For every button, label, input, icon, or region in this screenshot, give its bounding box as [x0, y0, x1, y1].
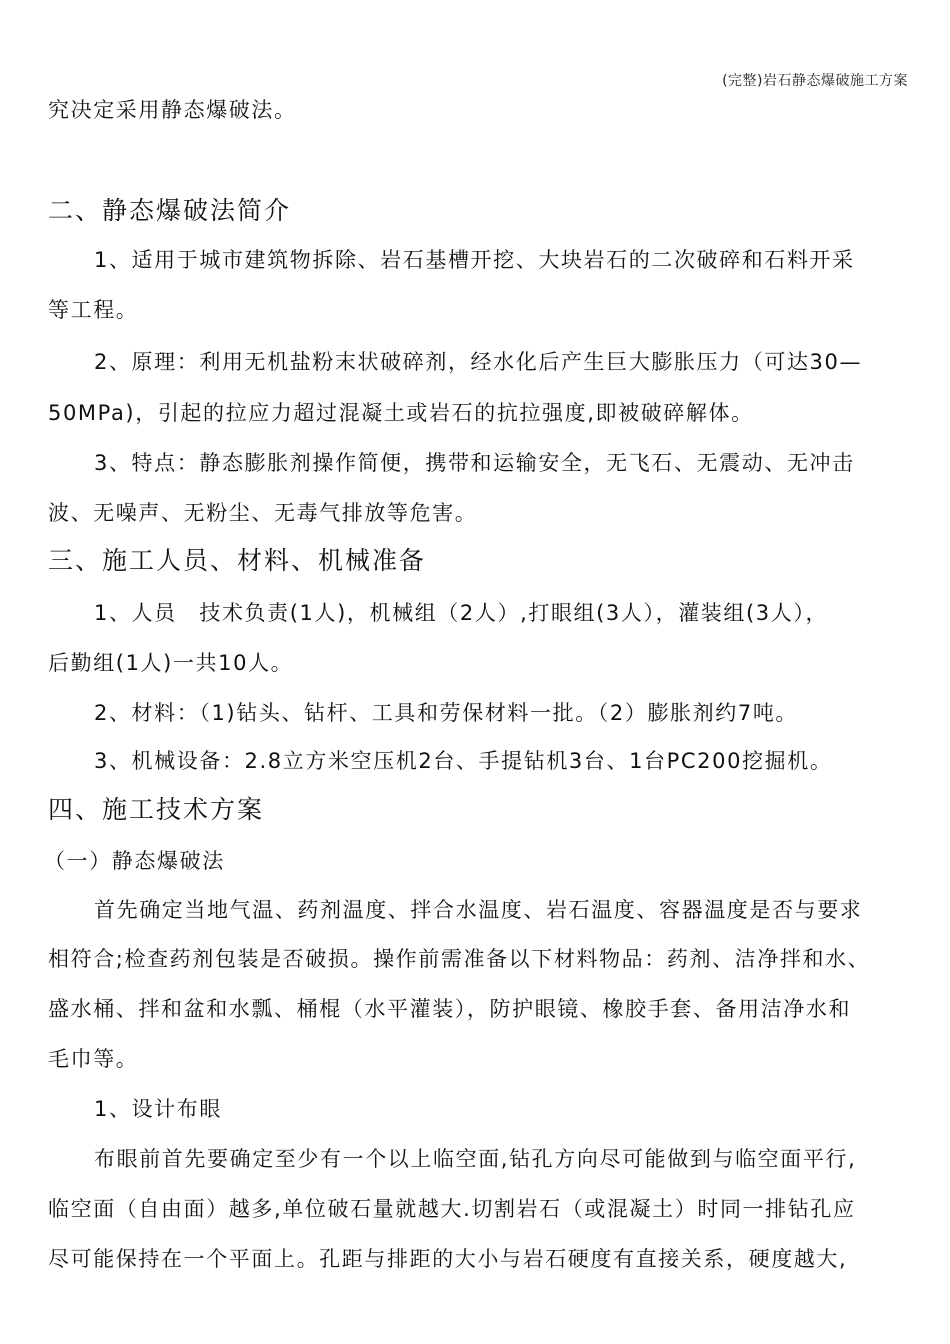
- page-header: (完整)岩石静态爆破施工方案: [722, 73, 908, 89]
- text-line: 3、特点：静态膨胀剂操作简便，携带和运输安全，无飞石、无震动、无冲击: [94, 451, 855, 475]
- subsection-heading: 1、设计布眼: [94, 1097, 222, 1121]
- text-line: 临空面（自由面）越多,单位破石量就越大.切割岩石（或混凝土）时同一排钻孔应: [48, 1197, 856, 1221]
- text-line: 尽可能保持在一个平面上。孔距与排距的大小与岩石硬度有直接关系，硬度越大,: [48, 1247, 848, 1271]
- text-line: 1、适用于城市建筑物拆除、岩石基槽开挖、大块岩石的二次破碎和石料开采: [94, 248, 855, 272]
- text-line: 1、人员 技术负责(1人)，机械组（2人）,打眼组(3人），灌装组(3人），: [94, 601, 829, 625]
- text-line: 首先确定当地气温、药剂温度、拌合水温度、岩石温度、容器温度是否与要求: [94, 898, 863, 922]
- text-line: 毛巾等。: [48, 1047, 139, 1071]
- text-line: 盛水桶、拌和盆和水瓢、桶棍（水平灌装），防护眼镜、橡胶手套、备用洁净水和: [48, 997, 852, 1021]
- text-line: 2、原理：利用无机盐粉末状破碎剂，经水化后产生巨大膨胀压力（可达30—: [94, 350, 863, 374]
- text-line: 2、材料：（1)钻头、钻杆、工具和劳保材料一批。（2）膨胀剂约7吨。: [94, 701, 799, 725]
- text-line: 3、机械设备：2.8立方米空压机2台、手提钻机3台、1台PC200挖掘机。: [94, 749, 833, 773]
- text-line: 50MPa)，引起的拉应力超过混凝土或岩石的抗拉强度,即被破碎解体。: [48, 401, 754, 425]
- text-line: 究决定采用静态爆破法。: [48, 98, 297, 122]
- text-line: 布眼前首先要确定至少有一个以上临空面,钻孔方向尽可能做到与临空面平行,: [94, 1147, 857, 1171]
- text-line: 后勤组(1人)一共10人。: [48, 651, 294, 675]
- subsection-heading: （一）静态爆破法: [44, 849, 225, 873]
- section-heading: 二、静态爆破法简介: [48, 196, 292, 225]
- section-heading: 三、施工人员、材料、机械准备: [48, 546, 427, 575]
- text-line: 相符合;检查药剂包装是否破损。操作前需准备以下材料物品：药剂、洁净拌和水、: [48, 947, 871, 971]
- text-line: 等工程。: [48, 298, 139, 322]
- section-heading: 四、施工技术方案: [48, 795, 265, 824]
- text-line: 波、无噪声、无粉尘、无毒气排放等危害。: [48, 501, 478, 525]
